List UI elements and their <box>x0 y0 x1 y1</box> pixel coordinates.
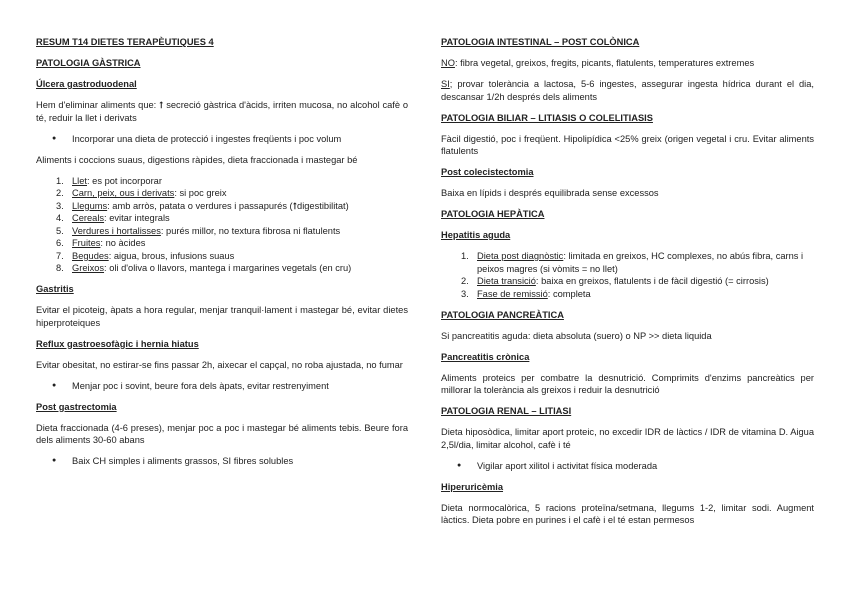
biliar-heading: PATOLOGIA BILIAR – LITIASIS O COLELITIASIS <box>441 112 653 123</box>
list-item: 4. Cereals: evitar integrals <box>56 213 170 223</box>
biliar-text: Fàcil digestió, poc i freqüent. Hipolipídica <25% greix (origen vegetal i cru. Evitar aliments flatulents <box>441 133 814 156</box>
list-item: 7. Begudes: aigua, brous, infusions suaus <box>56 250 235 261</box>
right-column <box>441 36 814 527</box>
ulcer-bullets <box>36 133 408 146</box>
list-item: 6. Fruites: no àcides <box>56 238 146 248</box>
document-title: RESUM T14 DIETES TERAPÈUTIQUES 4 <box>36 37 214 47</box>
list-item: ● Baix CH simples i aliments grassos, SI fibres solubles <box>36 455 408 468</box>
post-gastrectomy-heading: Post gastrectomia <box>36 401 117 412</box>
hepatic-heading: PATOLOGIA HEPÀTICA <box>441 209 545 219</box>
pancreatic-heading: PATOLOGIA PANCREÀTICA <box>441 309 564 320</box>
chronic-pancreatitis-heading: Pancreatitis crònica <box>441 351 530 362</box>
pancreatic-text: Si pancreatitis aguda: dieta absoluta (suero) o NP >> dieta liquida <box>441 330 712 341</box>
post-gastrectomy-text: Dieta fraccionada (4-6 preses), menjar poc a poc i mastegar bé aliments tebis. Beure fora dels aliments 30-60 abans <box>36 422 408 445</box>
left-column <box>36 36 408 468</box>
list-item: 2. Dieta transició: baixa en greixos, flatulents i de fàcil digestió (= cirrosis) <box>461 276 769 286</box>
hyperuricemia-text: Dieta normocalòrica, 5 racions proteïna/setmana, llegums 1-2, limitar sodi. Augment làctics. Dieta pobre en purines i el cafè i el té estan permesos <box>441 502 814 525</box>
list-item: 1. Dieta post diagnòstic: limitada en greixos, HC complexes, no abús fibra, carns i peixos magres (si vòmits = no llet) <box>461 251 804 274</box>
ulcer-text-2: Aliments i coccions suaus, digestions ràpides, dieta fraccionada i mastegar bé <box>36 154 358 165</box>
list-item: ● Incorporar una dieta de protecció i ingestes freqüents i poc volum <box>36 133 408 146</box>
hepatitis-list <box>441 250 814 300</box>
list-item: 1. Llet: es pot incorporar <box>56 175 162 186</box>
list-item: 3. Fase de remissió: completa <box>461 288 591 299</box>
renal-bullets <box>441 460 814 473</box>
reflux-text: Evitar obesitat, no estirar-se fins passar 2h, aixecar el capçal, no roba ajustada, no fumar <box>36 359 403 370</box>
gastritis-text: Evitar el picoteig, àpats a hora regular, menjar tranquil·lament i mastegar bé, evitar dietes hiperproteiques <box>36 305 408 328</box>
list-item: 3. Llegums: amb arròs, patata o verdures i passapurés (⭡digestibilitat) <box>56 200 349 211</box>
list-item: 8. Greixos: oli d'oliva o llavors, mantega i margarines vegetals (en cru) <box>56 263 352 273</box>
renal-heading: PATOLOGIA RENAL – LITIASI <box>441 406 572 416</box>
chronic-pancreatitis-text: Aliments proteics per combatre la desnutrició. Comprimits d'enzims pancreàtics per millorar la tolerància als greixos i reduir la desnutrició <box>441 372 814 395</box>
renal-text: Dieta hiposòdica, limitar aport proteic, no excedir IDR de làctics / IDR de vitamina D. Aigua 2,5l/dia, limitar alcohol, cafè i té <box>441 427 814 450</box>
intestinal-si-text: SI; provar tolerància a lactosa, 5-6 ingestes, assegurar ingesta hídrica durant el dia, descansar 1/2h després dels aliments <box>441 79 814 102</box>
list-item: ● Menjar poc i sovint, beure fora dels àpats, evitar restrenyiment <box>36 380 408 393</box>
post-cholecystectomy-text: Baixa en lípids i després equilibrada sense excessos <box>441 188 659 198</box>
hepatitis-heading: Hepatitis aguda <box>441 230 511 240</box>
ulcer-text: Hem d'eliminar aliments que: ⭡ secreció gàstrica d'àcids, irriten mucosa, no alcohol cafè o té, reduir la llet i derivats <box>36 100 408 123</box>
list-item: 2. Carn, peix, ous i derivats: si poc greix <box>56 188 227 198</box>
gastritis-heading: Gastritis <box>36 284 74 294</box>
ulcer-heading: Úlcera gastroduodenal <box>36 79 137 89</box>
gastric-heading: PATOLOGIA GÀSTRICA <box>36 58 141 68</box>
reflux-bullets <box>36 380 408 393</box>
ulcer-food-list <box>36 175 408 275</box>
reflux-heading: Reflux gastroesofàgic i hernia hiatus <box>36 338 199 349</box>
list-item: ● Vigilar aport xilitol i activitat física moderada <box>441 460 814 473</box>
post-cholecystectomy-heading: Post colecistectomia <box>441 167 534 177</box>
post-gastrectomy-bullets <box>36 455 408 468</box>
list-item: 5. Verdures i hortalisses: purés millor, no textura fibrosa ni flatulents <box>56 225 341 236</box>
hyperuricemia-heading: Hiperuricèmia <box>441 481 504 492</box>
intestinal-no-text: NO: fibra vegetal, greixos, fregits, picants, flatulents, temperatures extremes <box>441 58 755 68</box>
intestinal-heading: PATOLOGIA INTESTINAL – POST COLÒNICA <box>441 37 640 47</box>
